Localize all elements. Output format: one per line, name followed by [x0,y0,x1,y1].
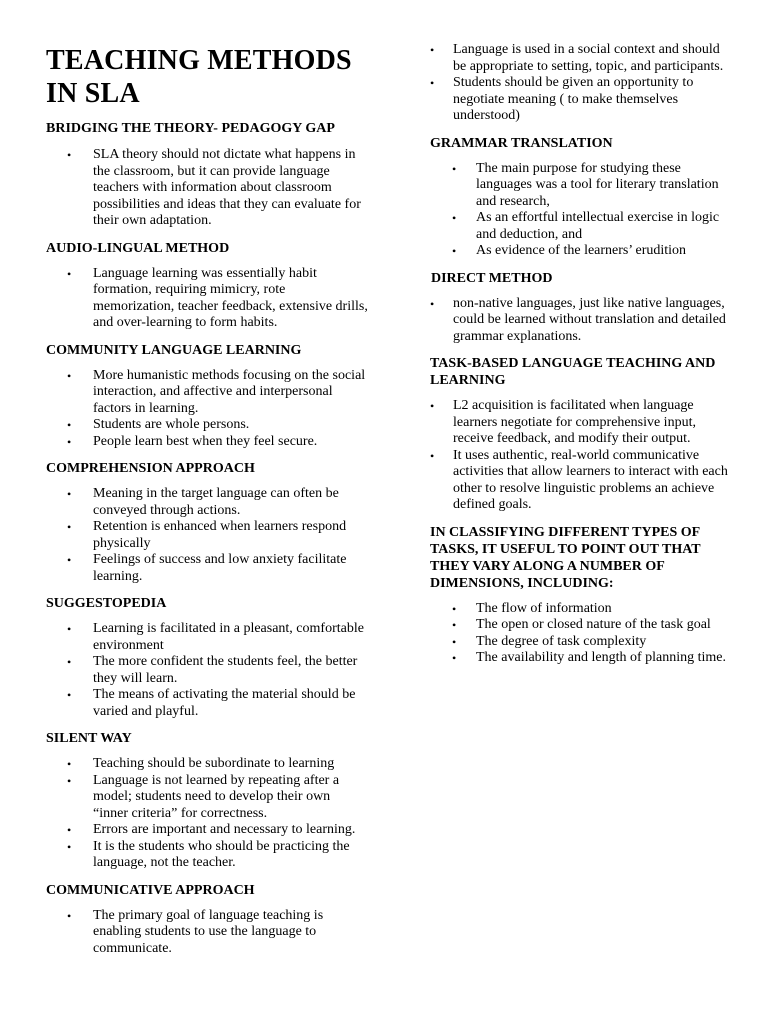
bullet-icon: • [452,211,457,225]
list-item: • It is the students who should be practicing the language, not the teacher. [67,838,350,870]
list-silent-way [46,756,368,872]
bullet-icon: • [67,148,72,162]
list-item: • Learning is facilitated in a pleasant, comfortable environment [67,621,364,653]
bullet-icon: • [452,601,457,616]
bullet-icon: • [452,161,457,176]
list-item: • Retention is enhanced when learners respond physically [67,519,347,551]
bullet-icon: • [67,655,72,669]
list-item: • Teaching should be subordinate to learning [67,756,335,771]
bullet-icon: • [67,823,72,837]
heading-audio-lingual: AUDIO-LINGUAL METHOD [46,240,230,256]
list-item: • Language is not learned by repeating after a model; students need to develop their own “inner criteria” for correctness. [67,772,340,821]
heading-grammar-translation: GRAMMAR TRANSLATION [430,135,613,151]
bullet-icon: • [430,76,435,90]
list-item: • Language learning was essentially habit formation, requiring mimicry, rote memorization, teacher feedback, extensive drills, and over-learning to form habits. [67,265,368,330]
list-direct-method [430,296,730,346]
list-task-based [430,398,730,514]
bullet-icon: • [67,434,72,449]
bullet-icon: • [67,368,72,383]
heading-direct-method: DIRECT METHOD [431,270,553,286]
title-line-2: IN SLA [46,78,140,109]
heading-communicative: COMMUNICATIVE APPROACH [46,882,255,898]
list-item: • Errors are important and necessary to learning. [67,822,356,837]
left-column [46,0,368,957]
list-bridging [46,147,368,230]
list-community [46,368,368,451]
list-item: • The flow of information [452,600,612,616]
list-suggestopedia [46,621,368,720]
bullet-icon: • [67,839,72,854]
list-item: • More humanistic methods focusing on the social interaction, and affective and interpersonal factors in learning. [67,367,366,416]
bullet-icon: • [67,553,72,567]
bullet-icon: • [430,399,435,413]
bullet-icon: • [452,634,457,649]
list-grammar-translation [430,161,730,260]
bullet-icon: • [67,418,72,432]
bullet-icon: • [452,244,457,258]
list-item: • The more confident the students feel, the better they will learn. [67,654,358,686]
title-line-1: TEACHING METHODS [46,45,352,76]
bullet-icon: • [67,688,72,702]
heading-classifying-tasks: IN CLASSIFYING DIFFERENT TYPES OF TASKS, IT USEFUL TO POINT OUT THAT THEY VARY ALONG A NUMBER OF DIMENSIONS, INCLUDING: [430,524,701,591]
list-item: • People learn best when they feel secure. [67,433,318,449]
list-item: • The main purpose for studying these languages was a tool for literary translation and research, [452,160,719,209]
list-item: • The means of activating the material should be varied and playful. [67,687,356,719]
right-column [430,0,730,667]
bullet-icon: • [67,487,72,501]
bullet-icon: • [67,908,72,923]
list-item: • non-native languages, just like native languages, could be learned without translation and detailed grammar explanations. [430,295,726,344]
list-audio-lingual [46,266,368,332]
list-item: • Students are whole persons. [67,417,250,432]
bullet-icon: • [67,266,72,281]
bullet-icon: • [67,622,72,636]
bullet-icon: • [67,773,72,788]
bullet-icon: • [67,520,72,534]
heading-suggestopedia: SUGGESTOPEDIA [46,596,167,611]
bullet-icon: • [452,651,457,665]
heading-task-based: TASK-BASED LANGUAGE TEACHING AND LEARNING [430,356,716,388]
list-item: • The primary goal of language teaching is enabling students to use the language to communicate. [67,907,324,956]
bullet-icon: • [430,448,435,463]
list-communicative-continued [430,42,730,125]
list-item: • Language is used in a social context and should be appropriate to setting, topic, and participants. [430,42,724,74]
list-item: • L2 acquisition is facilitated when language learners negotiate for comprehensive input, receive feedback, and modify their output. [430,398,696,446]
list-item: • The open or closed nature of the task goal [452,617,711,632]
heading-silent-way: SILENT WAY [46,731,132,746]
list-item: • Meaning in the target language can often be conveyed through actions. [67,486,339,518]
list-item: • SLA theory should not dictate what happens in the classroom, but it can provide language teachers with information about classroom possibilities and ideas that they can evaluate for their own adaptation. [67,147,361,228]
list-item: • Feelings of success and low anxiety facilitate learning. [67,552,347,584]
heading-comprehension: COMPREHENSION APPROACH [46,461,255,476]
page-title [46,44,368,110]
heading-community: COMMUNITY LANGUAGE LEARNING [46,342,302,358]
list-item: • As an effortful intellectual exercise in logic and deduction, and [452,210,720,242]
list-comprehension [46,486,368,585]
bullet-icon: • [452,618,457,632]
heading-bridging: BRIDGING THE THEORY- PEDAGOGY GAP [46,121,335,136]
list-item: • It uses authentic, real-world communicative activities that allow learners to interact with each other to resolve linguistic problems an achieve defined goals. [430,447,728,512]
bullet-icon: • [430,296,435,311]
bullet-icon: • [430,43,435,57]
list-item: • The availability and length of planning time. [452,650,726,665]
list-item: • The degree of task complexity [452,633,647,649]
list-item: • As evidence of the learners’ erudition [452,243,687,258]
bullet-icon: • [67,757,72,771]
list-classifying-tasks [430,601,730,667]
list-item: • Students should be given an opportunity to negotiate meaning ( to make themselves understood) [430,75,694,123]
list-communicative [46,908,368,958]
